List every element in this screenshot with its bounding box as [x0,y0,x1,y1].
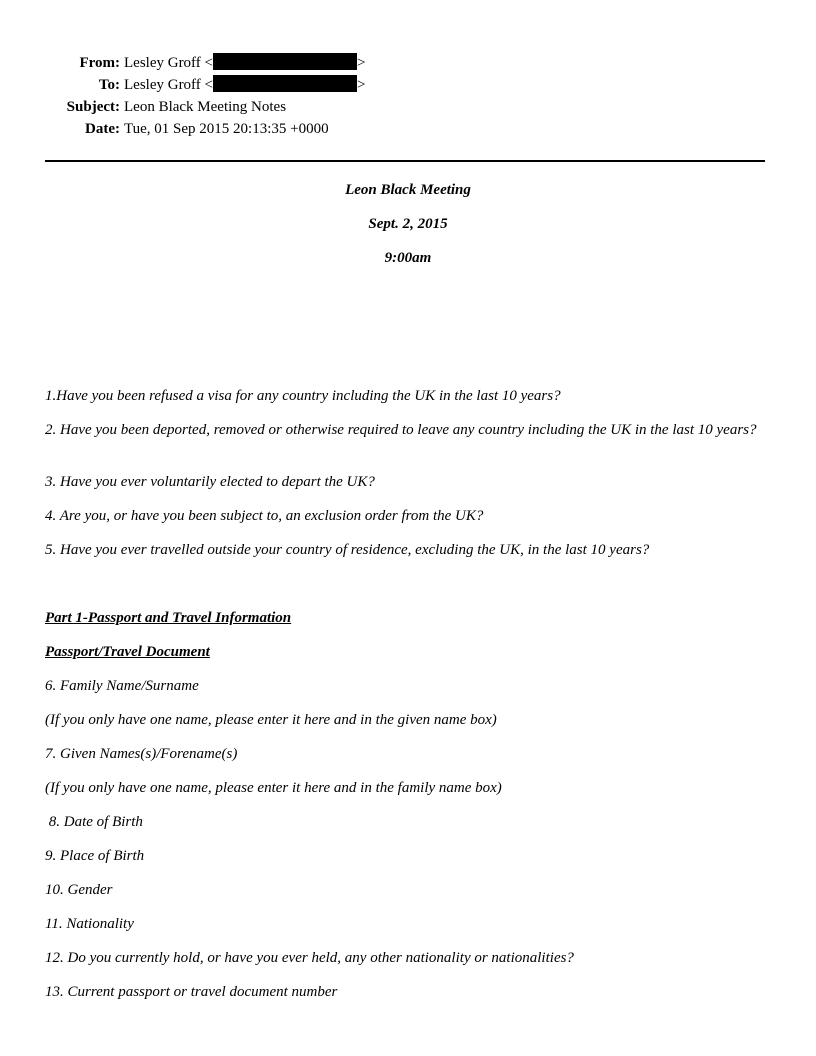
to-name: Lesley Groff < [124,77,213,93]
angle-close: > [357,77,366,93]
meeting-time: 9:00am [384,250,432,266]
date-label: Date: [85,121,120,137]
subject-label: Subject: [66,99,120,115]
redaction-bar [213,75,357,92]
from-name: Lesley Groff < [124,55,213,71]
form-item: 6. Family Name/Surname [45,678,199,694]
part1-heading: Part 1-Passport and Travel Information [45,610,292,626]
angle-close: > [357,55,366,71]
form-item: 10. Gender [45,882,113,898]
form-item: 12. Do you currently hold, or have you ever held, any other nationality or nationalities? [45,950,574,966]
to-row [40,74,365,96]
email-header [40,52,365,140]
form-item: 8. Date of Birth [45,814,143,830]
form-item: 11. Nationality [45,916,134,932]
redaction-bar [213,53,357,70]
to-label: To: [98,77,120,93]
subject-row [40,96,365,118]
question-4: 4. Are you, or have you been subject to, an exclusion order from the UK? [45,508,484,524]
question-5: 5. Have you ever travelled outside your country of residence, excluding the UK, in the last 10 years? [45,542,650,558]
part1-subheading: Passport/Travel Document [45,644,210,660]
header-divider [45,160,765,162]
meeting-date: Sept. 2, 2015 [368,216,448,232]
form-item: 13. Current passport or travel document number [45,984,338,1000]
from-row [40,52,365,74]
subject-text: Leon Black Meeting Notes [124,99,287,115]
date-text: Tue, 01 Sep 2015 20:13:35 +0000 [124,121,329,137]
form-item: 9. Place of Birth [45,848,145,864]
meeting-title: Leon Black Meeting [345,182,471,198]
question-1: 1.Have you been refused a visa for any country including the UK in the last 10 years? [45,388,561,404]
form-item: 7. Given Names(s)/Forename(s) [45,746,238,762]
date-row [40,118,365,140]
question-2: 2. Have you been deported, removed or otherwise required to leave any country including the UK in the last 10 years? [45,422,757,438]
question-3: 3. Have you ever voluntarily elected to depart the UK? [45,474,375,490]
form-item-note: (If you only have one name, please enter it here and in the given name box) [45,712,497,728]
form-item-note: (If you only have one name, please enter it here and in the family name box) [45,780,502,796]
from-label: From: [79,55,120,71]
